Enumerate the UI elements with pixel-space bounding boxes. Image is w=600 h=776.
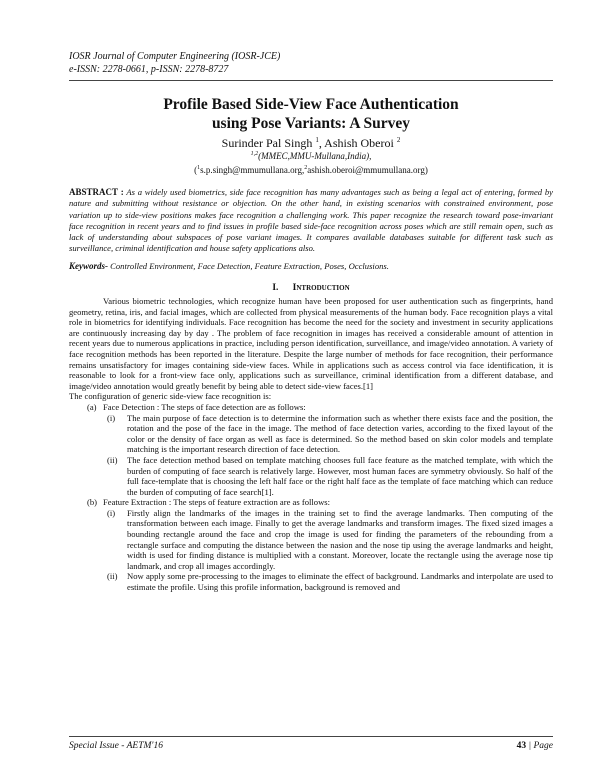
keywords-label: Keywords- xyxy=(69,261,108,271)
list-label-b: (b) xyxy=(87,497,98,508)
page-number: 43 xyxy=(516,741,527,751)
journal-header xyxy=(69,51,280,76)
footer-issue: Special Issue - AETM'16 xyxy=(69,741,163,751)
affil-sup: 1,2 xyxy=(250,151,259,157)
section-title: Introduction xyxy=(292,283,350,293)
paragraph-1: Various biometric technologies, which recognize human have been proposed for user authentication such as fingerprints, hand geometry, retina, iris, and facial images, which are collected from physical measurements of the human body. Face recognition plays a vital role in biometrics for identifying individuals. Face recognition has become the need for the society and investment in security applications are continuously increasing day by day . The problem of face recognition in images has received a considerable amount of attention in recent years due to numerous applications in practice, including person identification, surveillance, and image/video annotation. A variety of face recognition methods has been reported in the literature. Despite the large number of methods for face recognition, their performance remains unsatisfactory for images containing side-view faces. While in applications such as access control via face identification, it is reasonable to look for a front-view face only, applications such as surveillance, criminal identification from a different database, and image/video annotation would greatly benefit by being able to detect side-view faces.[1] xyxy=(69,296,553,391)
list-label-a-i: (i) xyxy=(107,412,116,423)
section-number: I. xyxy=(272,283,279,293)
list-text-b-ii: Now apply some pre-processing to the images to eliminate the effect of background. Landmarks and interpolate are used to estimate the profile. Using this profile information, background is removed and xyxy=(127,571,553,593)
author-emails xyxy=(69,163,553,176)
list-text-a-ii: The face detection method based on template matching chooses full face feature as the matched template, with which the burden of computing of face search is relatively large. However, most human faces are symmetry obviously. So half of the full face-template that is choosing the left half face or the right half face as the template of face matching which can reduce the burden of computing of face search[1]. xyxy=(127,454,553,497)
author-2: , Ashish Oberoi xyxy=(318,136,394,150)
journal-name: IOSR Journal of Computer Engineering (IOSR-JCE) xyxy=(69,51,281,62)
list-item-a-ii xyxy=(69,455,553,497)
footer-page xyxy=(517,741,553,751)
paper-title xyxy=(69,95,553,133)
list-text-b: Feature Extraction : The steps of feature extraction are as follows: xyxy=(103,497,331,508)
title-line-2: using Pose Variants: A Survey xyxy=(211,115,411,132)
email-open: ( xyxy=(194,165,198,175)
section-heading xyxy=(69,283,553,293)
list-text-b-i: Firstly align the landmarks of the images in the training set to find the average landmarks. Then computing of the transformation between each image. Finally to get the average landmarks and transform images. The fixed sized images a bounding rectangle around the face and crop the image is used for finding the parameters of the rebounding from a rectangle surface and computing the distance between the nasion and the nose tip using the average landmarks and height, width is used for finding distance is multiplied with a constant. Moreover, locate the rectangle using the average nose tip landmark, and crop all images accordingly. xyxy=(127,507,553,571)
paragraph-2: The configuration of generic side-view face recognition is: xyxy=(69,391,272,402)
list-label-a: (a) xyxy=(87,401,97,412)
header-rule xyxy=(69,80,553,81)
author-1: Surinder Pal Singh xyxy=(221,136,313,150)
affil-text: (MMEC,MMU-Mullana,India), xyxy=(258,151,372,161)
journal-issn: e-ISSN: 2278-0661, p-ISSN: 2278-8727 xyxy=(69,63,229,75)
footer-rule xyxy=(69,736,553,737)
email-1: s.p.singh@mmumullana.org, xyxy=(200,165,305,175)
abstract-label: ABSTRACT : xyxy=(69,187,124,197)
author-list xyxy=(69,133,553,150)
page-sep: | xyxy=(526,741,534,751)
affiliation xyxy=(69,149,553,162)
list-item-b-ii xyxy=(69,571,553,592)
list-label-b-i: (i) xyxy=(107,507,116,518)
list-label-a-ii: (ii) xyxy=(107,454,118,465)
abstract-text: As a widely used biometrics, side face recognition has many advantages such as being a legal act of entering, formed by nature and submitting without resistance or objection. On the other hand, in existing scenarios with constrained environment, pose variation up to side-view positions makes face recognition a challenging work. This paper recognize the research toward pose-invariant face recognition in recent years and to find issues in profile based side-face recognition across poses which are still remain open, such as lack of understanding about subspaces of pose variant images. It compares available databases suitable for different task such as surveillance, criminal identification and house safety applications also. xyxy=(69,187,553,254)
email-2: ashish.oberoi@mmumullana.org) xyxy=(307,165,428,175)
page-label: Page xyxy=(533,741,553,751)
body-text xyxy=(69,296,553,593)
list-text-a-i: The main purpose of face detection is to determine the information such as whether there exists face and the position, the rotation and the pose of the face in the image. The method of face detection varies, according to the fixed layout of the color or the density of face organ as well as face is determined. So the method based on skin color models and template matching is the important research direction of face detection. xyxy=(127,412,553,455)
list-label-b-ii: (ii) xyxy=(107,571,118,582)
abstract xyxy=(69,187,553,255)
author-1-sup: 1 xyxy=(315,136,319,144)
email-sup-2: 2 xyxy=(304,165,308,171)
list-item-b xyxy=(69,497,553,508)
author-2-sup: 2 xyxy=(396,136,401,144)
list-item-b-i xyxy=(69,508,553,572)
list-text-a: Face Detection : The steps of face detection are as follows: xyxy=(103,401,306,412)
title-line-1: Profile Based Side-View Face Authentication xyxy=(163,96,459,113)
keywords xyxy=(69,261,553,272)
list-item-a xyxy=(69,402,553,413)
keywords-text: Controlled Environment, Face Detection, Feature Extraction, Poses, Occlusions. xyxy=(110,261,389,271)
email-sup-1: 1 xyxy=(197,165,201,171)
list-item-a-i xyxy=(69,413,553,455)
